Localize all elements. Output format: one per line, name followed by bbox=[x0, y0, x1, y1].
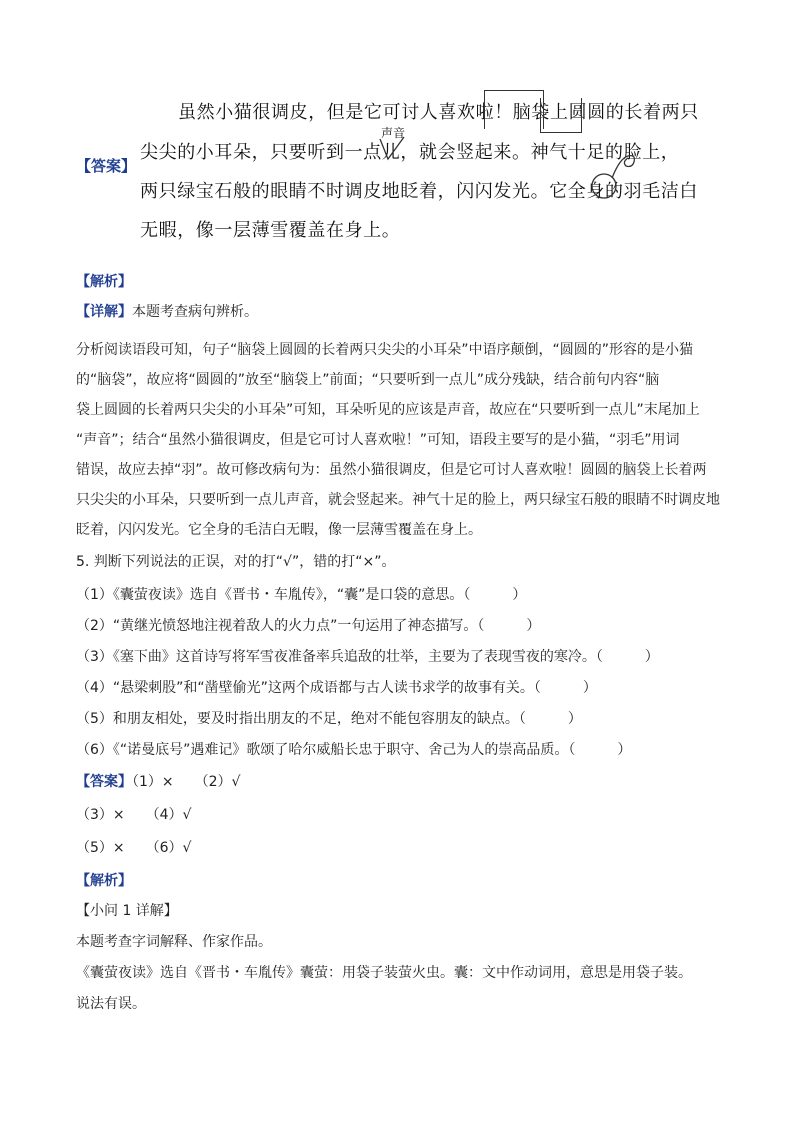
reorder-box-1 bbox=[484, 90, 544, 129]
q4-detail-intro bbox=[76, 302, 258, 322]
q4-detail-line-2: 的“脑袋”，故应将“圆圆的”放至“脑袋上”前面；“只要听到一点儿”成分残缺，结合前句内容“脑 bbox=[76, 372, 660, 388]
q4-detail-line-4: “声音”；结合“虽然小猫很调皮，但是它可讨人喜欢啦！”可知，语段主要写的是小猫，“羽毛”用词 bbox=[76, 432, 680, 448]
sub1-line-1: 本题考查字词解释、作家作品。 bbox=[76, 934, 272, 950]
q5-answer-row-1-text: （1）× （2）√ bbox=[132, 774, 241, 790]
delete-mark bbox=[590, 148, 640, 204]
detail-label: 【详解】 bbox=[76, 304, 132, 320]
q4-detail-line-6: 只尖尖的小耳朵，只要听到一点儿声音，就会竖起来。神气十足的脸上，两只绿宝石般的眼睛不时调皮地 bbox=[76, 492, 720, 508]
sub1-detail-label: 【小问 1 详解】 bbox=[76, 903, 178, 919]
answer-line-1: 虽然小猫很调皮，但是它可讨人喜欢啦！脑袋上圆圆的长着两只 bbox=[178, 102, 699, 123]
q4-detail-line-7: 眨着，闪闪发光。它全身的毛洁白无暇，像一层薄雪覆盖在身上。 bbox=[76, 522, 482, 538]
reorder-box-2 bbox=[540, 98, 582, 133]
q5-answer-row-1 bbox=[76, 772, 240, 792]
sub1-line-3: 说法有误。 bbox=[76, 996, 146, 1012]
q5-item-5: （5）和朋友相处，要及时指出朋友的不足，绝对不能包容朋友的缺点。（ ） bbox=[76, 711, 582, 727]
insert-caret-mark bbox=[378, 135, 410, 163]
insert-word: 声音 bbox=[381, 126, 406, 140]
q5-item-6: （6）《“诺曼底号”遇难记》歌颂了哈尔威船长忠于职守、舍己为人的崇高品质。（ ） bbox=[76, 742, 632, 758]
sub1-line-2: 《囊萤夜读》选自《晋书・车胤传》囊萤：用袋子装萤火虫。囊：文中作动词用，意思是用袋子装。 bbox=[76, 965, 692, 981]
q5-stem: 5. 判断下列说法的正误，对的打“√”，错的打“×”。 bbox=[76, 554, 396, 570]
q4-detail-line-5: 错误，故应去掉“羽”。故可修改病句为：虽然小猫很调皮，但是它可讨人喜欢啦！圆圆的脑袋上长着两 bbox=[76, 462, 707, 478]
q5-item-2: （2）“黄继光愤怒地注视着敌人的火力点”一句运用了神态描写。（ ） bbox=[76, 618, 541, 634]
q5-analysis-label: 【解析】 bbox=[76, 873, 132, 889]
q5-answer-row-3: （5）× （6）√ bbox=[76, 840, 192, 856]
q5-answer-row-2: （3）× （4）√ bbox=[76, 807, 192, 823]
q5-item-3: （3）《塞下曲》这首诗写将军雪夜准备率兵追敌的壮举，主要为了表现雪夜的寒冷。（ ） bbox=[76, 649, 659, 665]
analysis-label: 【解析】 bbox=[76, 274, 132, 290]
q4-detail-line-3: 袋上圆圆的长着两只尖尖的小耳朵”可知，耳朵听见的应该是声音，故应在“只要听到一点儿”末尾加上 bbox=[76, 402, 700, 418]
answer-line-2: 尖尖的小耳朵，只要听到一点儿，就会竖起来。神气十足的脸上， bbox=[140, 142, 680, 163]
detail-intro-text: 本题考查病句辨析。 bbox=[132, 304, 258, 320]
answer-label: 【答案】 bbox=[76, 157, 137, 175]
answer-line-4: 无暇，像一层薄雪覆盖在身上。 bbox=[140, 220, 401, 241]
q5-answer-label: 【答案】 bbox=[76, 774, 132, 790]
q5-item-1: （1）《囊萤夜读》选自《晋书・车胤传》，“囊”是口袋的意思。（ ） bbox=[76, 587, 527, 603]
q4-detail-line-1: 分析阅读语段可知，句子“脑袋上圆圆的长着两只尖尖的小耳朵”中语序颠倒，“圆圆的”形容的是小猫 bbox=[76, 342, 694, 358]
answer-line-3: 两只绿宝石般的眼睛不时调皮地眨着，闪闪发光。它全身的羽毛洁白 bbox=[140, 181, 698, 202]
q5-item-4: （4）“悬梁刺股”和“凿壁偷光”这两个成语都与古人读书求学的故事有关。（ ） bbox=[76, 680, 597, 696]
